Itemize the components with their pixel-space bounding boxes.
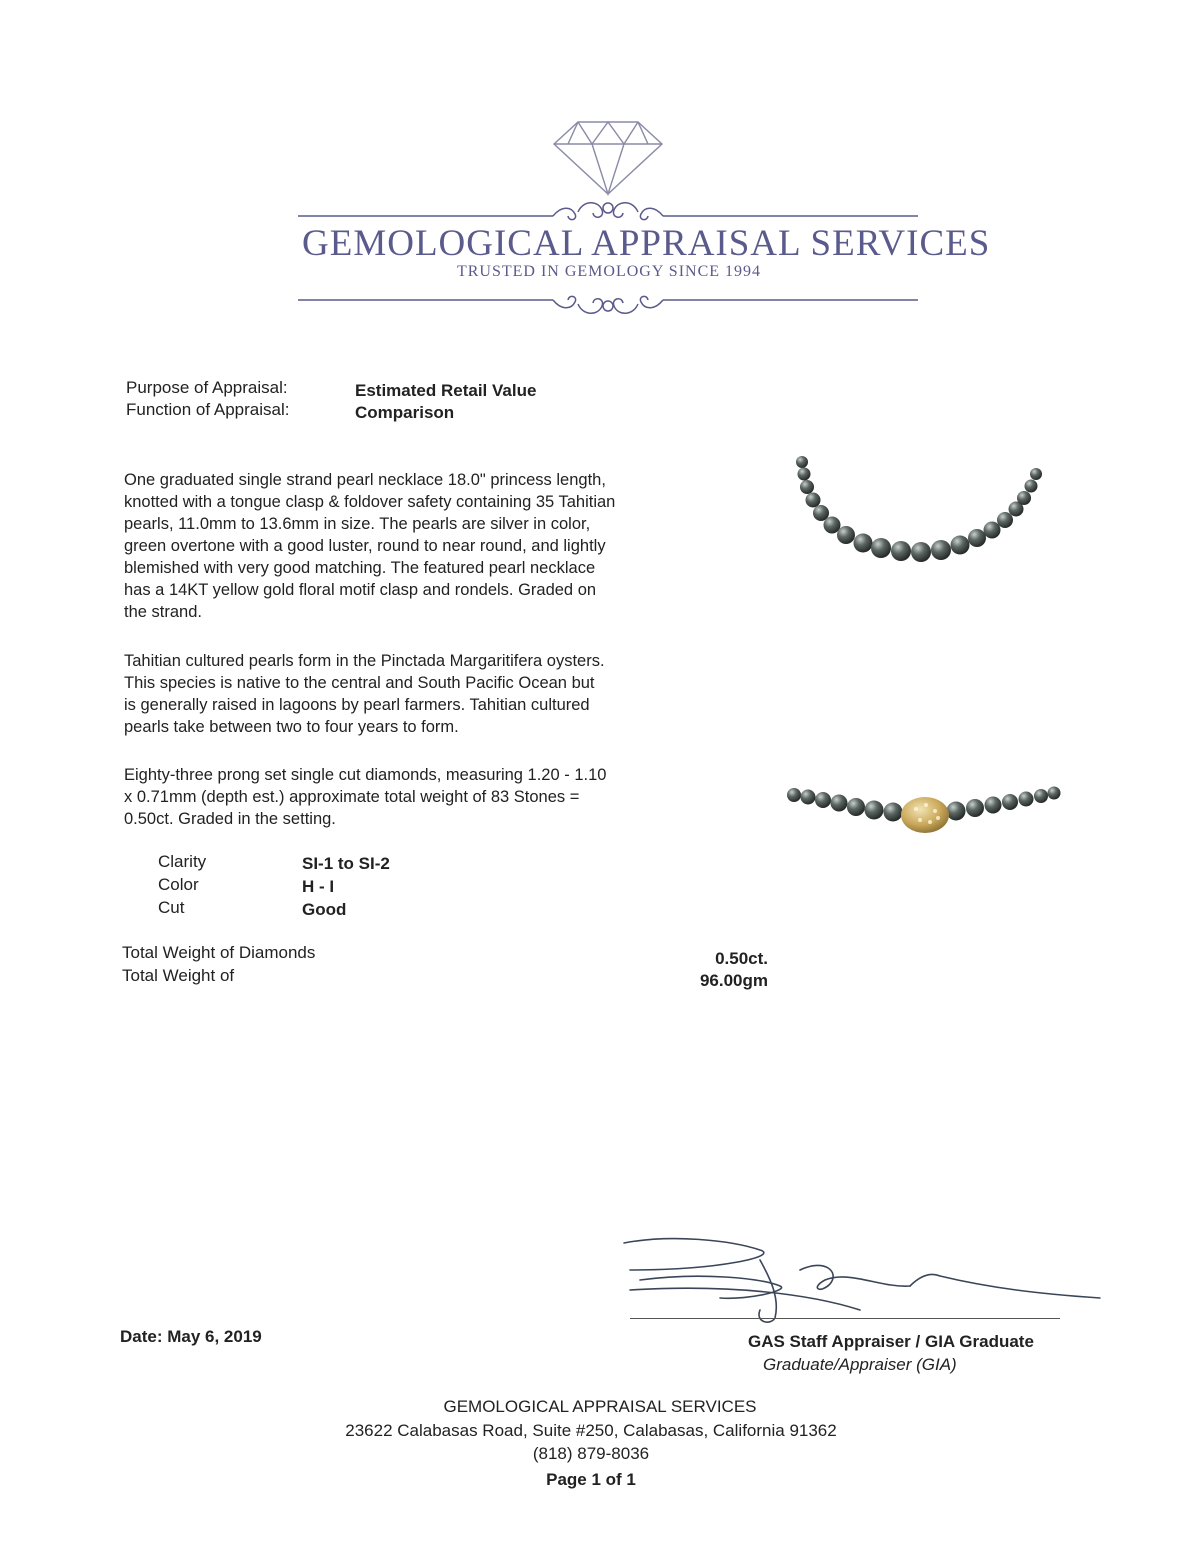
item-description bbox=[124, 469, 744, 623]
grading-value: SI-1 to SI-2 bbox=[302, 854, 390, 873]
diamond-line: 0.50ct. Graded in the setting. bbox=[124, 810, 336, 828]
description-line: has a 14KT yellow gold floral motif clasp and rondels. Graded on bbox=[124, 581, 597, 599]
description-line: blemished with very good matching. The featured pearl necklace bbox=[124, 559, 596, 577]
total-weight-value: 96.00gm bbox=[699, 971, 768, 990]
signature-line bbox=[630, 1318, 1060, 1319]
description-line: One graduated single strand pearl necklace 18.0" princess length, bbox=[124, 471, 606, 489]
handwritten-signature bbox=[610, 1228, 1110, 1328]
footer-phone: (818) 879-8036 bbox=[532, 1444, 650, 1463]
pearl-info-line: This species is native to the central and South Pacific Ocean but bbox=[124, 674, 595, 692]
total-weight-label: Total Weight of bbox=[122, 966, 235, 985]
function-label: Function of Appraisal: bbox=[126, 400, 290, 419]
company-tagline: TRUSTED IN GEMOLOGY SINCE 1994 bbox=[456, 263, 762, 280]
grading-value: H - I bbox=[302, 877, 335, 896]
company-logo-title: GEMOLOGICAL APPRAISAL SERVICES bbox=[302, 223, 991, 264]
description-line: green overtone with a good luster, round to near round, and lightly bbox=[124, 537, 606, 555]
purpose-label: Purpose of Appraisal: bbox=[126, 378, 288, 397]
grading-label: Color bbox=[158, 875, 199, 894]
grading-value: Good bbox=[302, 900, 347, 919]
function-value: Comparison bbox=[355, 403, 455, 422]
grading-label: Cut bbox=[158, 898, 185, 917]
appraisal-date: Date: May 6, 2019 bbox=[120, 1327, 262, 1346]
footer-address: 23622 Calabasas Road, Suite #250, Calabasas, California 91362 bbox=[345, 1421, 837, 1440]
total-weight-label: Total Weight of Diamonds bbox=[122, 943, 316, 962]
page-number: Page 1 of 1 bbox=[546, 1470, 636, 1489]
footer-company: GEMOLOGICAL APPRAISAL SERVICES bbox=[443, 1397, 757, 1416]
diamond-line: x 0.71mm (depth est.) approximate total weight of 83 Stones = bbox=[124, 788, 580, 806]
necklace-photo-clasp bbox=[780, 775, 1070, 845]
diamond-description bbox=[124, 764, 744, 830]
grading-label: Clarity bbox=[158, 852, 207, 871]
pearl-info-line: pearls take between two to four years to form. bbox=[124, 718, 459, 736]
appraiser-subtitle: Graduate/Appraiser (GIA) bbox=[763, 1355, 957, 1374]
necklace-photo-strand bbox=[780, 452, 1070, 572]
description-line: the strand. bbox=[124, 603, 202, 621]
pearl-info bbox=[124, 650, 744, 738]
total-weight-value: 0.50ct. bbox=[715, 949, 768, 968]
pearl-info-line: is generally raised in lagoons by pearl farmers. Tahitian cultured bbox=[124, 696, 590, 714]
pearl-info-line: Tahitian cultured pearls form in the Pinctada Margaritifera oysters. bbox=[124, 652, 605, 670]
description-line: pearls, 11.0mm to 13.6mm in size. The pearls are silver in color, bbox=[124, 515, 591, 533]
appraiser-title: GAS Staff Appraiser / GIA Graduate bbox=[748, 1332, 1034, 1351]
diamond-line: Eighty-three prong set single cut diamonds, measuring 1.20 - 1.10 bbox=[124, 766, 607, 784]
description-line: knotted with a tongue clasp & foldover safety containing 35 Tahitian bbox=[124, 493, 616, 511]
diamond-icon bbox=[548, 118, 668, 198]
bottom-ornament-divider bbox=[298, 284, 918, 318]
purpose-value: Estimated Retail Value bbox=[355, 381, 537, 400]
